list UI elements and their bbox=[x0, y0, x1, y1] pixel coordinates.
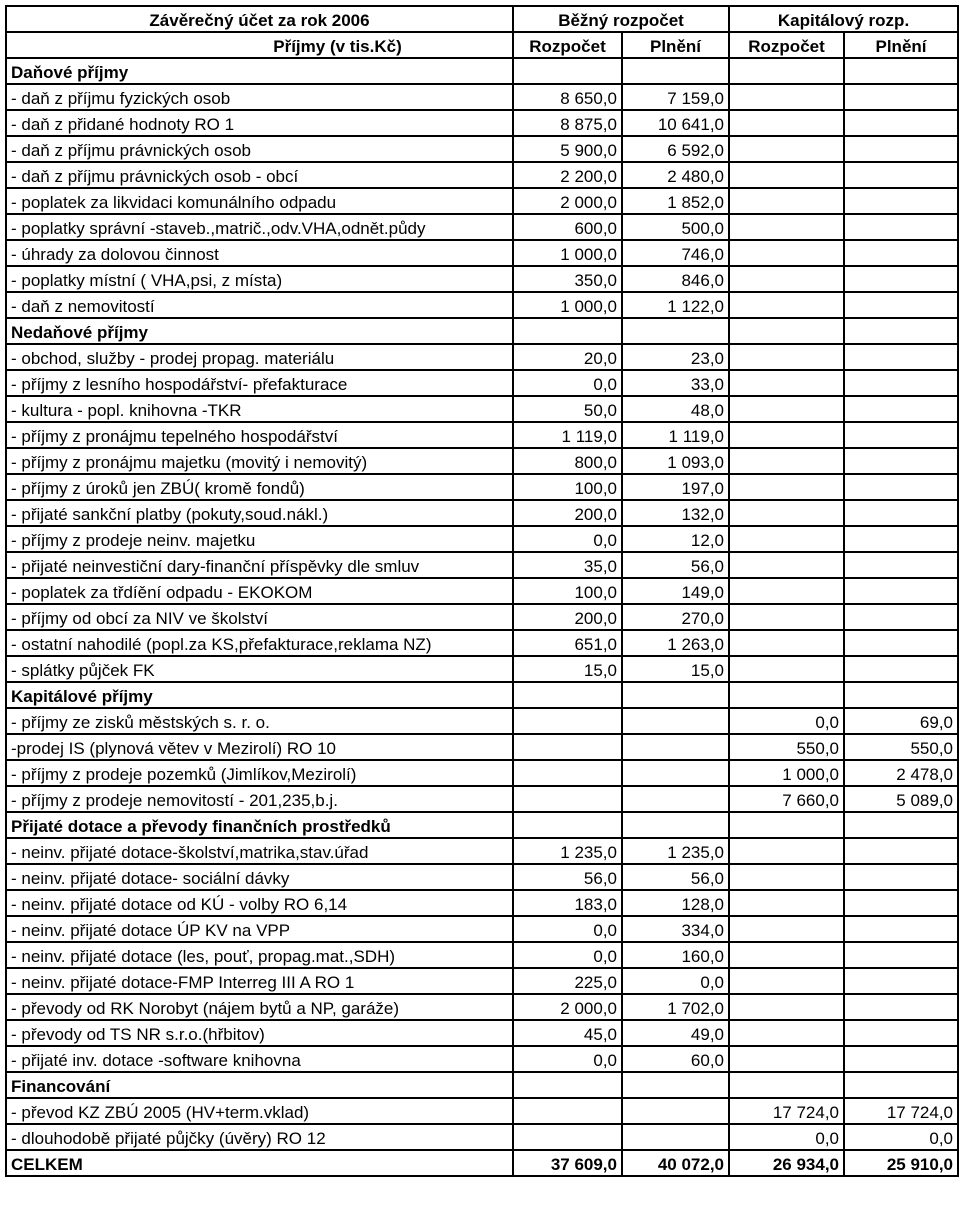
capital-fulfilment-cell bbox=[844, 630, 958, 656]
budget-cell: 0,0 bbox=[513, 526, 622, 552]
row-label: - neinv. přijaté dotace-FMP Interreg III A RO 1 bbox=[6, 968, 513, 994]
table-row bbox=[6, 552, 958, 578]
row-label: - převody od RK Norobyt (nájem bytů a NP, garáže) bbox=[6, 994, 513, 1020]
capital-fulfilment-cell bbox=[844, 500, 958, 526]
capital-fulfilment-cell: 2 478,0 bbox=[844, 760, 958, 786]
budget-cell bbox=[513, 708, 622, 734]
row-label: - neinv. přijaté dotace od KÚ - volby RO 6,14 bbox=[6, 890, 513, 916]
fulfilment-cell: 7 159,0 bbox=[622, 84, 729, 110]
budget-cell: 200,0 bbox=[513, 604, 622, 630]
empty-cell bbox=[844, 812, 958, 838]
empty-cell bbox=[844, 682, 958, 708]
fulfilment-cell: 6 592,0 bbox=[622, 136, 729, 162]
table-row bbox=[6, 578, 958, 604]
budget-cell: 350,0 bbox=[513, 266, 622, 292]
row-label: - daň z příjmu právnických osob bbox=[6, 136, 513, 162]
budget-cell: 2 000,0 bbox=[513, 994, 622, 1020]
empty-cell bbox=[622, 812, 729, 838]
capital-fulfilment-cell bbox=[844, 968, 958, 994]
budget-cell: 50,0 bbox=[513, 396, 622, 422]
capital-budget-cell bbox=[729, 266, 844, 292]
row-label: - přijaté inv. dotace -software knihovna bbox=[6, 1046, 513, 1072]
empty-cell bbox=[513, 1072, 622, 1098]
fulfilment-cell: 48,0 bbox=[622, 396, 729, 422]
capital-budget-cell bbox=[729, 500, 844, 526]
row-label: - daň z nemovitostí bbox=[6, 292, 513, 318]
table-row bbox=[6, 136, 958, 162]
row-label: - příjmy z lesního hospodářství- přefakturace bbox=[6, 370, 513, 396]
fulfilment-cell bbox=[622, 760, 729, 786]
capital-fulfilment-cell bbox=[844, 110, 958, 136]
fulfilment-cell: 23,0 bbox=[622, 344, 729, 370]
capital-fulfilment-cell bbox=[844, 474, 958, 500]
fulfilment-cell: 1 119,0 bbox=[622, 422, 729, 448]
table-row bbox=[6, 1020, 958, 1046]
row-label: - dlouhodobě přijaté půjčky (úvěry) RO 12 bbox=[6, 1124, 513, 1150]
fulfilment-cell: 500,0 bbox=[622, 214, 729, 240]
row-label: - neinv. přijaté dotace ÚP KV na VPP bbox=[6, 916, 513, 942]
capital-fulfilment-cell bbox=[844, 864, 958, 890]
row-label: - poplatky místní ( VHA,psi, z místa) bbox=[6, 266, 513, 292]
fulfilment-cell: 12,0 bbox=[622, 526, 729, 552]
table-row bbox=[6, 240, 958, 266]
budget-cell: 1 000,0 bbox=[513, 240, 622, 266]
fulfilment-cell: 1 235,0 bbox=[622, 838, 729, 864]
row-label: - splátky půjček FK bbox=[6, 656, 513, 682]
empty-cell bbox=[513, 682, 622, 708]
budget-column-header: Rozpočet bbox=[513, 32, 622, 58]
budget-table bbox=[5, 5, 959, 1177]
section-title: Daňové příjmy bbox=[6, 58, 513, 84]
fulfilment-column-header: Plnění bbox=[622, 32, 729, 58]
capital-fulfilment-cell bbox=[844, 370, 958, 396]
fulfilment-cell: 334,0 bbox=[622, 916, 729, 942]
row-label: - příjmy z prodeje neinv. majetku bbox=[6, 526, 513, 552]
budget-cell: 225,0 bbox=[513, 968, 622, 994]
row-label: - úhrady za dolovou činnost bbox=[6, 240, 513, 266]
empty-cell bbox=[844, 1072, 958, 1098]
capital-fulfilment-cell bbox=[844, 84, 958, 110]
table-row bbox=[6, 656, 958, 682]
capital-fulfilment-cell bbox=[844, 526, 958, 552]
row-label: - obchod, služby - prodej propag. materiálu bbox=[6, 344, 513, 370]
capital-fulfilment-cell bbox=[844, 578, 958, 604]
capital-budget-column-header: Rozpočet bbox=[729, 32, 844, 58]
row-label: - příjmy z pronájmu majetku (movitý i nemovitý) bbox=[6, 448, 513, 474]
capital-budget-heading: Kapitálový rozp. bbox=[729, 6, 958, 32]
capital-budget-cell bbox=[729, 84, 844, 110]
table-row bbox=[6, 162, 958, 188]
total-row bbox=[6, 1150, 958, 1176]
table-row bbox=[6, 630, 958, 656]
capital-budget-cell bbox=[729, 630, 844, 656]
capital-budget-cell: 7 660,0 bbox=[729, 786, 844, 812]
budget-cell: 5 900,0 bbox=[513, 136, 622, 162]
table-row bbox=[6, 1124, 958, 1150]
budget-cell: 8 875,0 bbox=[513, 110, 622, 136]
total-fulfilment: 40 072,0 bbox=[622, 1150, 729, 1176]
budget-cell: 183,0 bbox=[513, 890, 622, 916]
capital-fulfilment-cell bbox=[844, 604, 958, 630]
fulfilment-cell: 149,0 bbox=[622, 578, 729, 604]
capital-budget-cell bbox=[729, 136, 844, 162]
fulfilment-cell bbox=[622, 786, 729, 812]
capital-fulfilment-cell bbox=[844, 1046, 958, 1072]
section-title: Financování bbox=[6, 1072, 513, 1098]
fulfilment-cell: 1 852,0 bbox=[622, 188, 729, 214]
capital-budget-cell bbox=[729, 422, 844, 448]
capital-budget-cell bbox=[729, 370, 844, 396]
income-label: Příjmy (v tis.Kč) bbox=[6, 32, 513, 58]
row-label: - poplatek za likvidaci komunálního odpadu bbox=[6, 188, 513, 214]
report-title: Závěrečný účet za rok 2006 bbox=[6, 6, 513, 32]
section-title: Kapitálové příjmy bbox=[6, 682, 513, 708]
capital-budget-cell bbox=[729, 578, 844, 604]
row-label: - poplatky správní -staveb.,matrič.,odv.VHA,odnět.půdy bbox=[6, 214, 513, 240]
table-row bbox=[6, 396, 958, 422]
table-row bbox=[6, 422, 958, 448]
capital-budget-cell bbox=[729, 838, 844, 864]
total-budget: 37 609,0 bbox=[513, 1150, 622, 1176]
capital-fulfilment-cell bbox=[844, 136, 958, 162]
empty-cell bbox=[729, 1072, 844, 1098]
row-label: - daň z přidané hodnoty RO 1 bbox=[6, 110, 513, 136]
table-row bbox=[6, 292, 958, 318]
row-label: - příjmy od obcí za NIV ve školství bbox=[6, 604, 513, 630]
fulfilment-cell: 270,0 bbox=[622, 604, 729, 630]
budget-cell: 1 235,0 bbox=[513, 838, 622, 864]
budget-cell bbox=[513, 1124, 622, 1150]
total-capital-fulfilment: 25 910,0 bbox=[844, 1150, 958, 1176]
fulfilment-cell: 132,0 bbox=[622, 500, 729, 526]
row-label: - přijaté sankční platby (pokuty,soud.nákl.) bbox=[6, 500, 513, 526]
fulfilment-cell: 49,0 bbox=[622, 1020, 729, 1046]
table-row bbox=[6, 500, 958, 526]
empty-cell bbox=[729, 682, 844, 708]
budget-cell: 15,0 bbox=[513, 656, 622, 682]
table-row bbox=[6, 370, 958, 396]
row-label: - příjmy z prodeje nemovitostí - 201,235,b.j. bbox=[6, 786, 513, 812]
capital-budget-cell bbox=[729, 214, 844, 240]
fulfilment-cell bbox=[622, 708, 729, 734]
capital-budget-cell bbox=[729, 656, 844, 682]
total-capital-budget: 26 934,0 bbox=[729, 1150, 844, 1176]
budget-cell: 200,0 bbox=[513, 500, 622, 526]
table-row bbox=[6, 864, 958, 890]
capital-fulfilment-cell: 550,0 bbox=[844, 734, 958, 760]
row-label: - přijaté neinvestiční dary-finanční příspěvky dle smluv bbox=[6, 552, 513, 578]
table-row bbox=[6, 916, 958, 942]
budget-cell bbox=[513, 786, 622, 812]
capital-fulfilment-cell bbox=[844, 916, 958, 942]
fulfilment-cell: 160,0 bbox=[622, 942, 729, 968]
table-row bbox=[6, 942, 958, 968]
table-row bbox=[6, 838, 958, 864]
budget-cell: 2 200,0 bbox=[513, 162, 622, 188]
table-row bbox=[6, 1098, 958, 1124]
capital-budget-cell bbox=[729, 942, 844, 968]
section-header-row bbox=[6, 682, 958, 708]
row-label: - daň z příjmu právnických osob - obcí bbox=[6, 162, 513, 188]
capital-budget-cell bbox=[729, 110, 844, 136]
table-row bbox=[6, 1046, 958, 1072]
budget-cell: 651,0 bbox=[513, 630, 622, 656]
fulfilment-cell: 2 480,0 bbox=[622, 162, 729, 188]
capital-fulfilment-cell bbox=[844, 292, 958, 318]
empty-cell bbox=[622, 1072, 729, 1098]
table-row bbox=[6, 734, 958, 760]
capital-budget-cell bbox=[729, 890, 844, 916]
capital-fulfilment-cell: 17 724,0 bbox=[844, 1098, 958, 1124]
section-header-row bbox=[6, 1072, 958, 1098]
fulfilment-cell: 197,0 bbox=[622, 474, 729, 500]
row-label: - příjmy z prodeje pozemků (Jimlíkov,Mezirolí) bbox=[6, 760, 513, 786]
row-label: - příjmy ze zisků městských s. r. o. bbox=[6, 708, 513, 734]
budget-cell: 1 119,0 bbox=[513, 422, 622, 448]
empty-cell bbox=[844, 318, 958, 344]
budget-cell: 100,0 bbox=[513, 578, 622, 604]
budget-cell: 8 650,0 bbox=[513, 84, 622, 110]
empty-cell bbox=[622, 682, 729, 708]
total-label: CELKEM bbox=[6, 1150, 513, 1176]
fulfilment-cell bbox=[622, 1098, 729, 1124]
row-label: - neinv. přijaté dotace- sociální dávky bbox=[6, 864, 513, 890]
row-label: -prodej IS (plynová větev v Mezirolí) RO 10 bbox=[6, 734, 513, 760]
table-row bbox=[6, 968, 958, 994]
fulfilment-cell: 56,0 bbox=[622, 552, 729, 578]
table-row bbox=[6, 708, 958, 734]
capital-budget-cell bbox=[729, 344, 844, 370]
header-row-columns bbox=[6, 32, 958, 58]
fulfilment-cell bbox=[622, 734, 729, 760]
budget-cell: 45,0 bbox=[513, 1020, 622, 1046]
fulfilment-cell: 746,0 bbox=[622, 240, 729, 266]
capital-fulfilment-cell bbox=[844, 344, 958, 370]
table-row bbox=[6, 890, 958, 916]
row-label: - převod KZ ZBÚ 2005 (HV+term.vklad) bbox=[6, 1098, 513, 1124]
capital-budget-cell: 0,0 bbox=[729, 1124, 844, 1150]
capital-budget-cell bbox=[729, 292, 844, 318]
capital-fulfilment-cell bbox=[844, 890, 958, 916]
capital-budget-cell bbox=[729, 1020, 844, 1046]
fulfilment-cell: 15,0 bbox=[622, 656, 729, 682]
capital-fulfilment-cell bbox=[844, 422, 958, 448]
fulfilment-cell: 846,0 bbox=[622, 266, 729, 292]
table-row bbox=[6, 474, 958, 500]
capital-budget-cell bbox=[729, 526, 844, 552]
capital-fulfilment-cell: 69,0 bbox=[844, 708, 958, 734]
capital-budget-cell: 0,0 bbox=[729, 708, 844, 734]
capital-budget-cell: 17 724,0 bbox=[729, 1098, 844, 1124]
budget-cell: 20,0 bbox=[513, 344, 622, 370]
capital-fulfilment-cell bbox=[844, 656, 958, 682]
current-budget-heading: Běžný rozpočet bbox=[513, 6, 729, 32]
fulfilment-cell: 60,0 bbox=[622, 1046, 729, 1072]
capital-fulfilment-cell bbox=[844, 552, 958, 578]
budget-cell: 2 000,0 bbox=[513, 188, 622, 214]
row-label: - ostatní nahodilé (popl.za KS,přefakturace,reklama NZ) bbox=[6, 630, 513, 656]
table-row bbox=[6, 760, 958, 786]
capital-fulfilment-column-header: Plnění bbox=[844, 32, 958, 58]
budget-cell: 0,0 bbox=[513, 1046, 622, 1072]
section-header-row bbox=[6, 58, 958, 84]
budget-cell bbox=[513, 1098, 622, 1124]
table-row bbox=[6, 188, 958, 214]
capital-budget-cell bbox=[729, 864, 844, 890]
capital-fulfilment-cell bbox=[844, 396, 958, 422]
budget-cell bbox=[513, 760, 622, 786]
capital-fulfilment-cell bbox=[844, 942, 958, 968]
capital-fulfilment-cell bbox=[844, 1020, 958, 1046]
budget-cell: 56,0 bbox=[513, 864, 622, 890]
capital-budget-cell: 1 000,0 bbox=[729, 760, 844, 786]
budget-cell: 0,0 bbox=[513, 942, 622, 968]
fulfilment-cell: 1 093,0 bbox=[622, 448, 729, 474]
capital-fulfilment-cell bbox=[844, 838, 958, 864]
fulfilment-cell: 33,0 bbox=[622, 370, 729, 396]
fulfilment-cell: 1 122,0 bbox=[622, 292, 729, 318]
capital-fulfilment-cell bbox=[844, 240, 958, 266]
row-label: - příjmy z pronájmu tepelného hospodářství bbox=[6, 422, 513, 448]
table-row bbox=[6, 266, 958, 292]
table-row bbox=[6, 448, 958, 474]
empty-cell bbox=[844, 58, 958, 84]
table-row bbox=[6, 604, 958, 630]
table-row bbox=[6, 994, 958, 1020]
capital-fulfilment-cell bbox=[844, 448, 958, 474]
budget-cell: 100,0 bbox=[513, 474, 622, 500]
capital-budget-cell bbox=[729, 916, 844, 942]
empty-cell bbox=[622, 318, 729, 344]
section-title: Nedaňové příjmy bbox=[6, 318, 513, 344]
empty-cell bbox=[729, 812, 844, 838]
fulfilment-cell: 1 263,0 bbox=[622, 630, 729, 656]
capital-fulfilment-cell bbox=[844, 266, 958, 292]
budget-cell: 1 000,0 bbox=[513, 292, 622, 318]
table-row bbox=[6, 786, 958, 812]
budget-cell: 0,0 bbox=[513, 916, 622, 942]
empty-cell bbox=[622, 58, 729, 84]
capital-budget-cell bbox=[729, 604, 844, 630]
header-row-top bbox=[6, 6, 958, 32]
capital-budget-cell bbox=[729, 448, 844, 474]
empty-cell bbox=[513, 318, 622, 344]
section-title: Přijaté dotace a převody finančních prostředků bbox=[6, 812, 513, 838]
table-row bbox=[6, 214, 958, 240]
empty-cell bbox=[729, 318, 844, 344]
fulfilment-cell: 0,0 bbox=[622, 968, 729, 994]
capital-budget-cell: 550,0 bbox=[729, 734, 844, 760]
capital-budget-cell bbox=[729, 162, 844, 188]
empty-cell bbox=[729, 58, 844, 84]
row-label: - kultura - popl. knihovna -TKR bbox=[6, 396, 513, 422]
row-label: - příjmy z úroků jen ZBÚ( kromě fondů) bbox=[6, 474, 513, 500]
budget-cell: 600,0 bbox=[513, 214, 622, 240]
fulfilment-cell bbox=[622, 1124, 729, 1150]
capital-budget-cell bbox=[729, 1046, 844, 1072]
table-row bbox=[6, 526, 958, 552]
capital-fulfilment-cell bbox=[844, 994, 958, 1020]
budget-cell: 800,0 bbox=[513, 448, 622, 474]
fulfilment-cell: 56,0 bbox=[622, 864, 729, 890]
capital-budget-cell bbox=[729, 552, 844, 578]
capital-budget-cell bbox=[729, 240, 844, 266]
capital-fulfilment-cell bbox=[844, 214, 958, 240]
empty-cell bbox=[513, 812, 622, 838]
capital-fulfilment-cell bbox=[844, 162, 958, 188]
fulfilment-cell: 10 641,0 bbox=[622, 110, 729, 136]
capital-budget-cell bbox=[729, 188, 844, 214]
capital-fulfilment-cell: 5 089,0 bbox=[844, 786, 958, 812]
row-label: - převody od TS NR s.r.o.(hřbitov) bbox=[6, 1020, 513, 1046]
section-header-row bbox=[6, 812, 958, 838]
capital-budget-cell bbox=[729, 474, 844, 500]
capital-fulfilment-cell bbox=[844, 188, 958, 214]
table-row bbox=[6, 84, 958, 110]
row-label: - neinv. přijaté dotace-školství,matrika,stav.úřad bbox=[6, 838, 513, 864]
budget-cell: 0,0 bbox=[513, 370, 622, 396]
budget-cell bbox=[513, 734, 622, 760]
section-header-row bbox=[6, 318, 958, 344]
table-row bbox=[6, 110, 958, 136]
capital-budget-cell bbox=[729, 968, 844, 994]
fulfilment-cell: 128,0 bbox=[622, 890, 729, 916]
row-label: - daň z příjmu fyzických osob bbox=[6, 84, 513, 110]
empty-cell bbox=[513, 58, 622, 84]
row-label: - neinv. přijaté dotace (les, pouť, propag.mat.,SDH) bbox=[6, 942, 513, 968]
table-row bbox=[6, 344, 958, 370]
capital-budget-cell bbox=[729, 396, 844, 422]
capital-fulfilment-cell: 0,0 bbox=[844, 1124, 958, 1150]
fulfilment-cell: 1 702,0 bbox=[622, 994, 729, 1020]
capital-budget-cell bbox=[729, 994, 844, 1020]
row-label: - poplatek za třdíění odpadu - EKOKOM bbox=[6, 578, 513, 604]
budget-cell: 35,0 bbox=[513, 552, 622, 578]
